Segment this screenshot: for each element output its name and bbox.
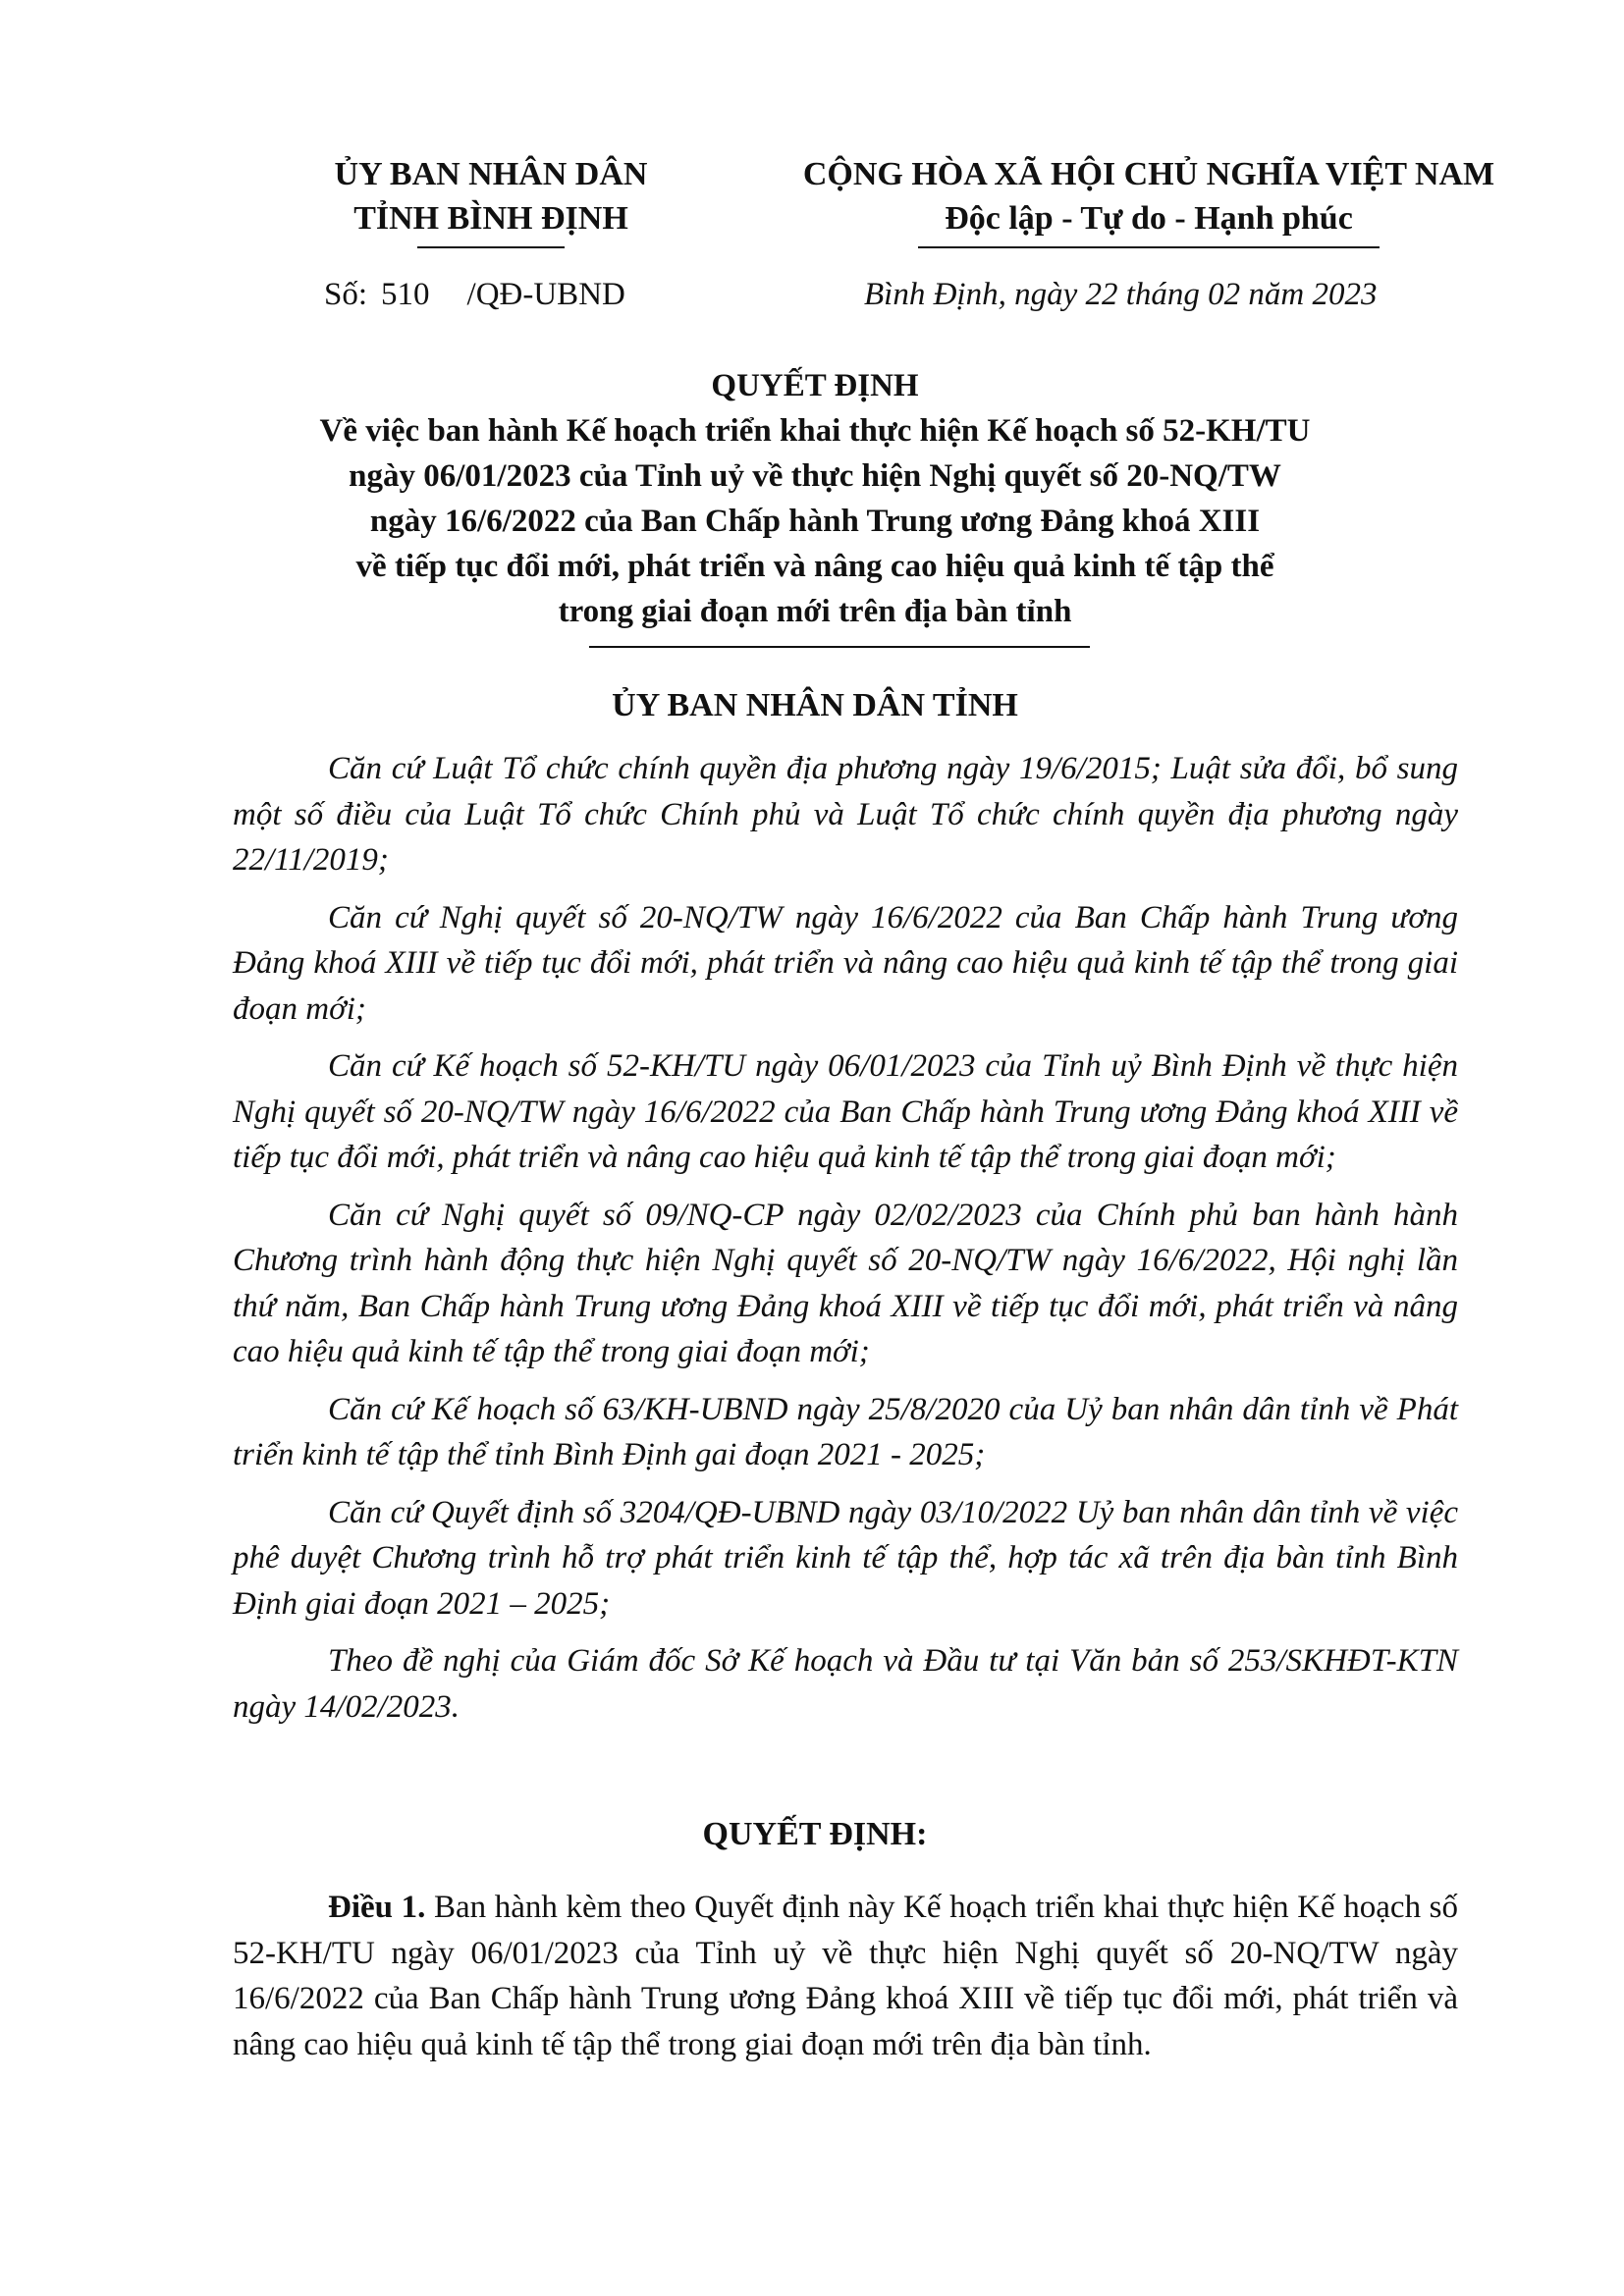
decision-subject-line: ngày 06/01/2023 của Tỉnh uỷ về thực hiện Nghị quyết số 20-NQ/TW [349,458,1281,494]
document-number [324,277,625,313]
national-name: CỘNG HÒA XÃ HỘI CHỦ NGHĨA VIỆT NAM [802,156,1495,192]
authority-line-2: TỈNH BÌNH ĐỊNH [353,200,628,237]
article-1-text: Ban hành kèm theo Quyết định này Kế hoạch triển khai thực hiện Kế hoạch số 52-KH/TU ngày 06/01/2023 của Tỉnh uỷ về thực hiện Nghị quyết số 20-NQ/TW ngày 16/6/2022 của Ban Chấp hành Trung ương Đảng khoá XIII về tiếp tục đổi mới, phát triển và nâng cao hiệu quả kinh tế tập thể trong giai đoạn mới trên địa bàn tỉnh. [233,1890,1459,2062]
document-number-value: 510 [381,277,430,312]
decision-subject-line: trong giai đoạn mới trên địa bàn tỉnh [558,594,1072,629]
legal-basis-paragraph: Căn cứ Nghị quyết số 20-NQ/TW ngày 16/6/2022 của Ban Chấp hành Trung ương Đảng khoá XIII về tiếp tục đổi mới, phát triển và nâng cao hiệu quả kinh tế tập thể trong giai đoạn mới; [233,899,1458,1027]
national-motto: Độc lập - Tự do - Hạnh phúc [945,200,1353,237]
decision-title [206,363,1424,634]
document-number-suffix: /QĐ-UBND [466,277,625,312]
decision-subject-line: Về việc ban hành Kế hoạch triển khai thực hiện Kế hoạch số 52-KH/TU [319,413,1311,449]
motto-underline [918,246,1380,248]
legal-basis-paragraph: Căn cứ Nghị quyết số 09/NQ-CP ngày 02/02/2023 của Chính phủ ban hành hành Chương trình hành động thực hiện Nghị quyết số 20-NQ/TW ngày 16/6/2022, Hội nghị lần thứ năm, Ban Chấp hành Trung ương Đảng khoá XIII về tiếp tục đổi mới, phát triển và nâng cao hiệu quả kinh tế tập thể trong giai đoạn mới; [233,1197,1458,1369]
legal-bases [233,746,1458,1741]
decision-heading: QUYẾT ĐỊNH: [702,1816,928,1852]
document-number-label: Số: [324,277,368,312]
title-divider [589,646,1090,648]
document-date: Bình Định, ngày 22 tháng 02 năm 2023 [864,277,1378,312]
legal-basis-paragraph: Căn cứ Kế hoạch số 63/KH-UBND ngày 25/8/2020 của Uỷ ban nhân dân tỉnh về Phát triển kinh tế tập thể tỉnh Bình Định gai đoạn 2021 - 2025; [233,1391,1458,1472]
legal-basis-paragraph: Căn cứ Luật Tổ chức chính quyền địa phương ngày 19/6/2015; Luật sửa đổi, bổ sung một số điều của Luật Tổ chức Chính phủ và Luật Tổ chức chính quyền địa phương ngày 22/11/2019; [233,751,1458,878]
legal-basis-paragraph: Căn cứ Kế hoạch số 52-KH/TU ngày 06/01/2023 của Tỉnh uỷ Bình Định về thực hiện Nghị quyết số 20-NQ/TW ngày 16/6/2022 của Ban Chấp hành Trung ương Đảng khoá XIII về tiếp tục đổi mới, phát triển và nâng cao hiệu quả kinh tế tập thể trong giai đoạn mới; [233,1048,1458,1175]
article-1 [233,1885,1458,2067]
decision-title-main: QUYẾT ĐỊNH [711,368,919,403]
decision-subject-line: về tiếp tục đổi mới, phát triển và nâng cao hiệu quả kinh tế tập thể [355,549,1274,584]
legal-basis-paragraph: Theo đề nghị của Giám đốc Sở Kế hoạch và Đầu tư tại Văn bản số 253/SKHĐT-KTN ngày 14/02/2023. [233,1643,1458,1725]
issuing-authority-header [295,152,687,248]
decision-subject-line: ngày 16/6/2022 của Ban Chấp hành Trung ương Đảng khoá XIII [369,504,1261,539]
issuer-heading: ỦY BAN NHÂN DÂN TỈNH [612,687,1018,723]
article-1-paragraph [233,1885,1458,2067]
article-1-label: Điều 1. [328,1890,426,1925]
national-motto-header [746,152,1551,248]
authority-underline [417,246,565,248]
authority-line-1: ỦY BAN NHÂN DÂN [334,156,648,192]
legal-basis-paragraph: Căn cứ Quyết định số 3204/QĐ-UBND ngày 03/10/2022 Uỷ ban nhân dân tỉnh về việc phê duyệt Chương trình hỗ trợ phát triển kinh tế tập thể, hợp tác xã trên địa bàn tỉnh Bình Định giai đoạn 2021 – 2025; [233,1494,1458,1622]
